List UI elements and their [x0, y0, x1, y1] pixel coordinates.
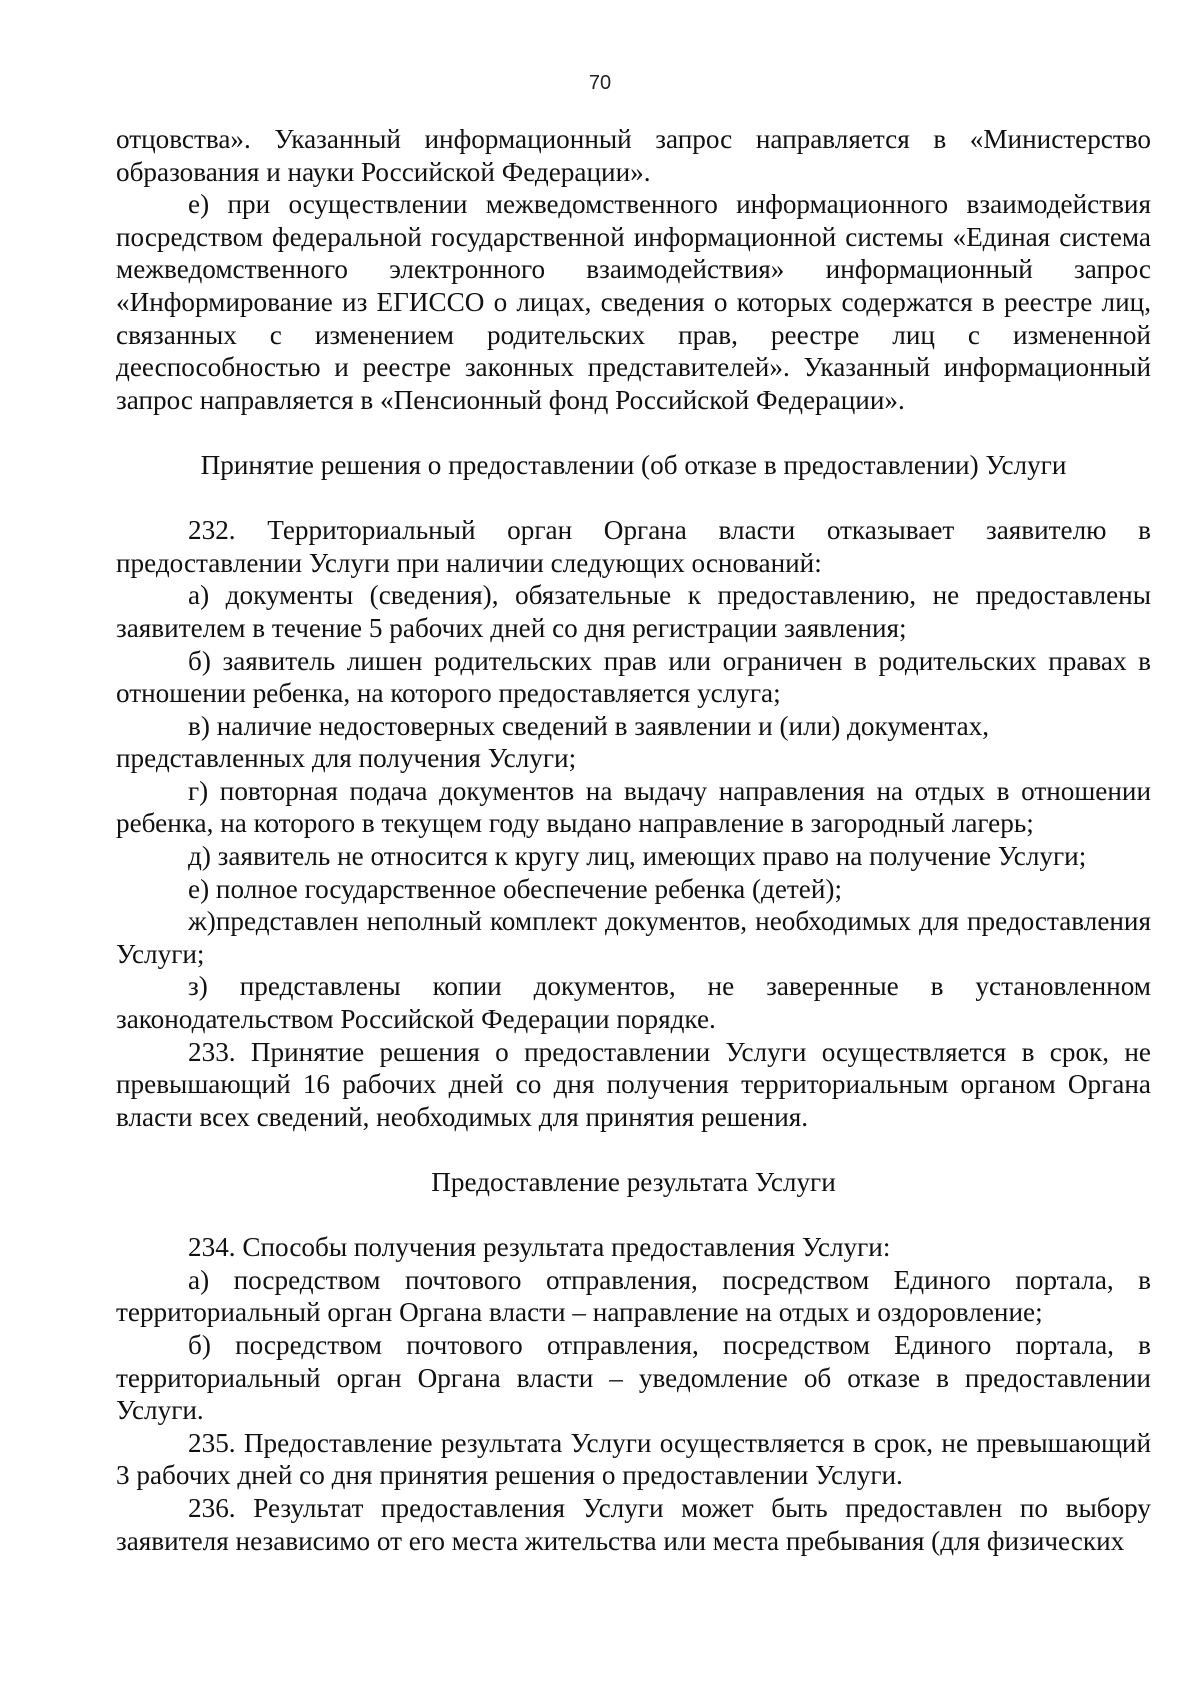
- page-number: 70: [588, 72, 612, 94]
- paragraph-232-d: д) заявитель не относится к кругу лиц, имеющих право на получение Услуги;: [188, 841, 1087, 872]
- paragraph-item-e: е) при осуществлении межведомственного информационного взаимодействия посредством федеральной государственной информационной системы «Единая система межведомственного электронного взаимодействия» информационный запрос «Информирование из ЕГИССО о лицах, сведения о которых содержатся в реестре лиц, связанных с изменением родительских прав, реестре лиц с измененной дееспособностью и реестре законных представителей». Указанный информационный запрос направляется в «Пенсионный фонд Российской Федерации».: [116, 189, 1151, 415]
- paragraph-234-a: а) посредством почтового отправления, посредством Единого портала, в территориальный орган Органа власти – направление на отдых и оздоровление;: [116, 1264, 1151, 1328]
- section-heading-decision: Принятие решения о предоставлении (об отказе в предоставлении) Услуги: [200, 449, 1067, 480]
- paragraph-232-g: г) повторная подача документов на выдачу направления на отдых в отношении ребенка, на которого в текущем году выдано направление в загородный лагерь;: [116, 775, 1151, 839]
- paragraph-232-z: з) представлены копии документов, не заверенные в установленном законодательством Российской Федерации порядке.: [116, 971, 1151, 1035]
- paragraph-232-b: б) заявитель лишен родительских прав или ограничен в родительских правах в отношении ребенка, на которого предоставляется услуга;: [116, 645, 1151, 709]
- paragraph-232-v: в) наличие недостоверных сведений в заявлении и (или) документах, представленных для получения Услуги;: [116, 710, 990, 774]
- paragraph-233: 233. Принятие решения о предоставлении Услуги осуществляется в срок, не превышающий 16 рабочих дней со дня получения территориальным органом Органа власти всех сведений, необходимых для принятия решения.: [116, 1036, 1151, 1132]
- paragraph-232-zh: ж)представлен неполный комплект документов, необходимых для предоставления Услуги;: [116, 906, 1151, 969]
- paragraph-236: 236. Результат предоставления Услуги может быть предоставлен по выбору заявителя независимо от его места жительства или места пребывания (для физических: [116, 1492, 1151, 1556]
- paragraph-232: 232. Территориальный орган Органа власти отказывает заявителю в предоставлении Услуги при наличии следующих оснований:: [116, 515, 1151, 578]
- paragraph-232-e: е) полное государственное обеспечение ребенка (детей);: [188, 873, 843, 904]
- paragraph-234-b: б) посредством почтового отправления, посредством Единого портала, в территориальный орган Органа власти – уведомление об отказе в предоставлении Услуги.: [116, 1329, 1151, 1426]
- paragraph-235: 235. Предоставление результата Услуги осуществляется в срок, не превышающий 3 рабочих дней со дня принятия решения о предоставлении Услуги.: [116, 1427, 1151, 1491]
- paragraph-234: 234. Способы получения результата предоставления Услуги:: [188, 1232, 891, 1263]
- paragraph-232-a: а) документы (сведения), обязательные к предоставлению, не предоставлены заявителем в течение 5 рабочих дней со дня регистрации заявления;: [116, 580, 1151, 643]
- paragraph-continuation: отцовства». Указанный информационный запрос направляется в «Министерство образования и науки Российской Федерации».: [116, 124, 1151, 187]
- document-body: [116, 123, 1151, 1557]
- section-heading-result: Предоставление результата Услуги: [431, 1167, 836, 1197]
